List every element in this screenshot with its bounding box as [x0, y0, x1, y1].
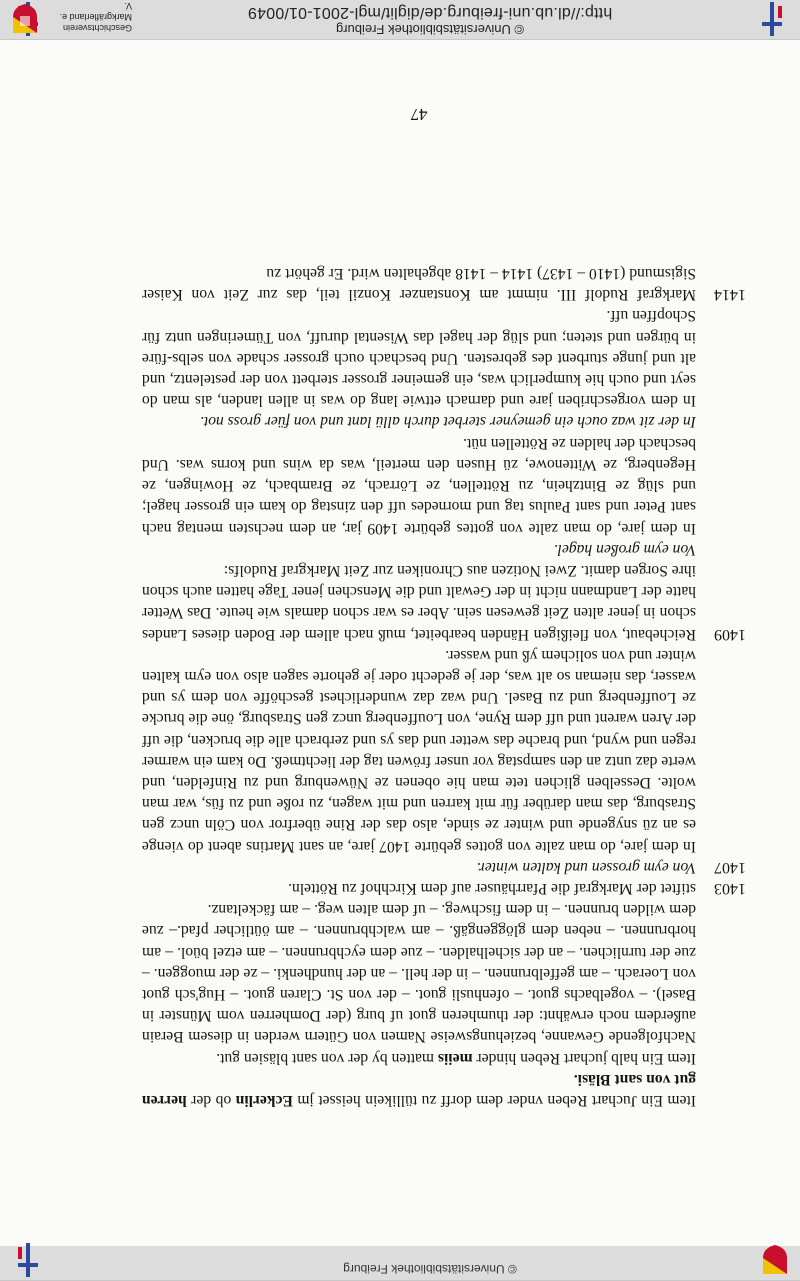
society-logo-icon [10, 3, 40, 35]
paragraph: In dem vorgeschriben jare und darnach ettwie lang do was in allen landen, als man do seyt und ouch hie kumperlich was, ein gemeiner grosser sterbett von der pestelentz, und alt und junge sturbent des gebresten. Und beschach ouch grosser schade von selbs-füre in bürgen und steten; und slüg der hagel das Wisental duruff, von Tümeringen untz für Schopffen uff. [142, 307, 696, 410]
paragraph: Reichebaut, von fleißigen Händen bearbeitet, muß nach allem der Boden dieses Landes schon in jener alten Zeit gewesen sein. Aber es war schon damals wie heute. Das Wetter hatte der Landmann nicht in der Gewalt und die Menschen jener Tage hatten auch schon ihre Sorgen damit. Zwei Notizen aus Chroniken zur Zeit Markgraf Rudolfs: [142, 561, 696, 643]
paragraph: Item Ein Juchart Reben vnder dem dorff zu tüllikein heisset jm Eckerlin ob der herren gut von sant Bläsi. [142, 1070, 696, 1109]
year-label: 1407 [714, 858, 746, 876]
paragraph: In dem jare, do man zalte von gottes gebürte 1409 jar, an dem nechsten mentag nach sant Peter und sant Paulus tag und mornedes uff den zinstag do kam ein grosser hagel; und slüg ze Bintzhein, zu Röttellen, ze Lörrach, ze Brambach, ze Howingen, ze Hegenberg, ze Wittenowe, zü Husen den merteil, was da wins und korns was. Und beschach der halden ze Röttellen nüt. [142, 434, 696, 537]
year-label: 1403 [714, 879, 746, 897]
society-logo-icon [760, 1244, 790, 1276]
entry-1407 [142, 645, 746, 878]
paragraph: stiftet der Markgraf die Pfarrhäuser auf dem Kirchhof zu Rötteln. [288, 879, 696, 897]
copyright-text: © Universitätsbibliothek Freiburg [335, 22, 525, 37]
header-bar [0, 1246, 800, 1281]
permalink[interactable]: http://dl.ub.uni-freiburg.de/diglit/mgl-2001-01/0049 [247, 4, 613, 21]
page-number: 47 [410, 105, 428, 124]
entry-1414 [142, 263, 746, 305]
paragraph: Markgraf Rudolf III. nimmt am Konstanzer Konzil teil, das zur Zeit von Kaiser Sigismund (1410 – 1437) 1414 – 1418 abgehalten wird. Er gehört zu [142, 265, 696, 304]
section-heading: Von eym grossen und kalten winter. [476, 858, 696, 876]
paragraph: In dem jare, do man zalte von gottes gebürte 1407 jare, an sant Martins abent do vienge es an zü snygende und winter ze sinde, also das der Rine überfror von Cöln uncz gen Strasburg, das man darüber für mit karren und mit wagen, zu roße und zu füs, war man wolte. Desselben glichen tete man hie obenen ze Nüwenburg und zu Rinfelden, und werte daz untz an den sampstag vor unser fröwen tag der liechtmeß. Do kam ein warmer regen und wynd, und brache das wetter und das ys und zerbrach alle die brucken, die uff der Aren warent und uff dem Ryne, von Louffenberg uncz gen Strasburg, öne die brucke ze Louffenberg und zu Basel. Und waz daz wunderlichest geschöffe von dem ys und wasser, das nieman so alt was, der je gedecht oder je gehorte sagen also von eym kalten winter und von solichem yß und wasser. [142, 646, 696, 855]
entry-1403 [142, 878, 746, 899]
year-label: 1409 [714, 625, 746, 643]
section-heading: Von eym großen hagel. [553, 540, 696, 558]
paragraph: Nachfolgende Gewanne, beziehungsweise Namen von Gütern werden in diesem Berain außerdem noch erwähnt: der thumheren guot uf burg (der Domherren vom Münster in Basel). – vogelbachs guot. – ofenhusli guot. – der von St. Claren guot. – Hug'sch guot von Loerach. – am geffelbrunnen. – in der hell. – an der hundhenki. – ze der muoggen. – zue der turnlichen. – an der sichelhalden. – zue dem eychbrunnen. – am etzel büol. – am horbrunnen. – neben dem glöggengäß. – am walchbrunnen. – am öütlicher pfad.– zue dem wilden brunnen. – in dem fischweg. – uf dem alten weg. – am fäckeltanz. [142, 901, 696, 1046]
footer-bar [0, 0, 800, 40]
paragraph: Item Ein halb juchart Reben hinder meiis matten by der von sant bläsien gut. [216, 1049, 696, 1067]
ub-logo-icon [754, 2, 790, 36]
year-label: 1414 [714, 286, 746, 304]
entry-1409 [142, 305, 746, 644]
section-heading: In der zit waz ouch ein gemeyner sterbet durch allü lant und von füer gross not. [199, 413, 696, 431]
footer-center [120, 2, 740, 37]
university-logo-icon [10, 1243, 46, 1277]
society-name: Geschichtsverein Markgräflerland e. V. [59, 1, 132, 33]
document-text [142, 105, 746, 1111]
header-copyright: © Universitätsbibliothek Freiburg [343, 1262, 517, 1276]
